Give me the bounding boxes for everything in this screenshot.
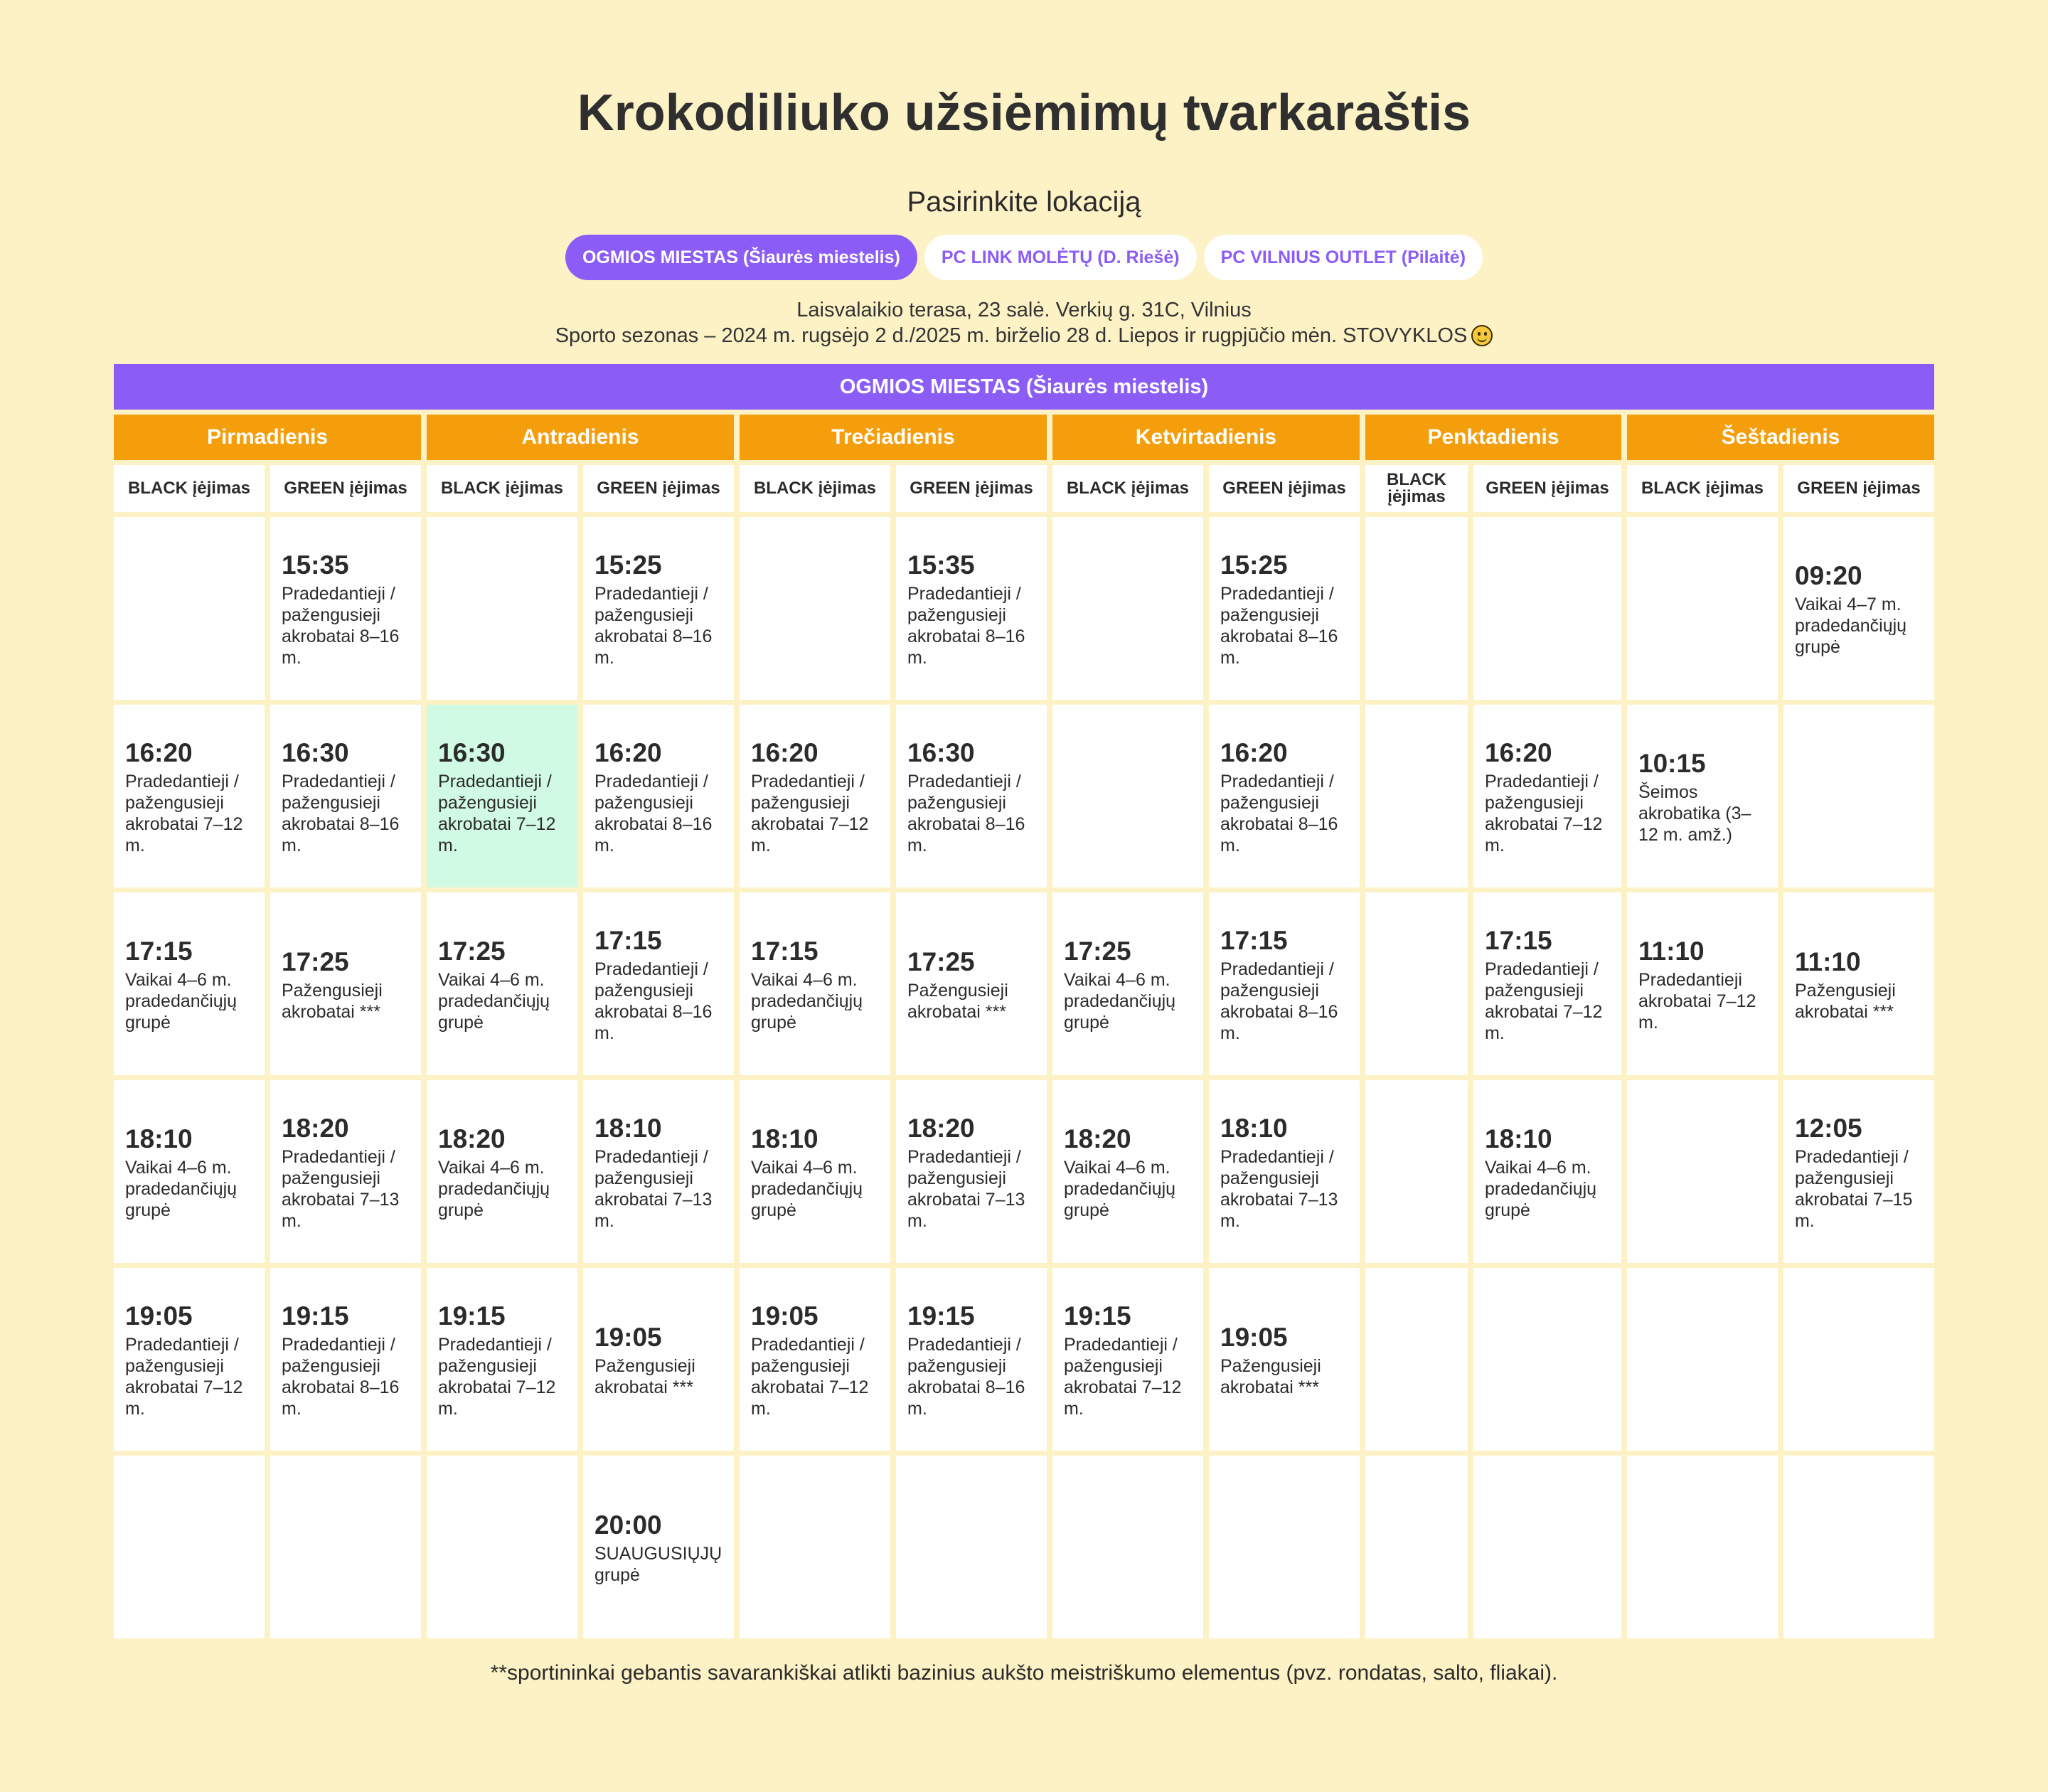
class-description: Pradedantieji / pažengusieji akrobatai 7–12 m.: [125, 771, 243, 855]
class-time: 16:30: [282, 737, 349, 767]
empty-slot: [427, 1456, 577, 1638]
class-time: 19:15: [438, 1301, 506, 1330]
class-description: Vaikai 4–6 m. pradedančiųjų grupė: [751, 1157, 863, 1220]
class-time: 17:15: [594, 925, 662, 955]
class-time: 15:35: [907, 550, 975, 580]
empty-slot: [1627, 517, 1778, 700]
class-time: 18:10: [1220, 1113, 1288, 1143]
class-description: Pažengusieji akrobatai ***: [594, 1355, 695, 1397]
class-description: Vaikai 4–6 m. pradedančiųjų grupė: [125, 969, 238, 1033]
class-slot[interactable]: [583, 517, 734, 700]
class-slot[interactable]: [1209, 705, 1360, 887]
class-slot[interactable]: [1473, 892, 1621, 1075]
black-entry-header: BLACK įėjimas: [1052, 465, 1203, 512]
class-slot[interactable]: [427, 1080, 577, 1263]
empty-slot: [1052, 1456, 1203, 1638]
class-slot[interactable]: [740, 1268, 890, 1451]
class-time: 16:30: [438, 737, 506, 767]
empty-slot: [1365, 705, 1468, 887]
empty-slot: [740, 517, 890, 700]
class-time: 15:25: [594, 550, 662, 580]
black-entry-header: BLACK įėjimas: [1627, 465, 1778, 512]
empty-slot: [427, 517, 577, 700]
class-slot[interactable]: [427, 1268, 577, 1451]
class-time: 11:10: [1638, 936, 1705, 966]
empty-slot: [1365, 892, 1468, 1075]
class-slot[interactable]: [1052, 892, 1203, 1075]
class-slot[interactable]: [270, 705, 421, 887]
class-time: 18:10: [751, 1124, 818, 1153]
class-slot[interactable]: [427, 705, 577, 887]
location-button-ogmios[interactable]: OGMIOS MIESTAS (Šiaurės miestelis): [565, 235, 917, 280]
season-info: [0, 324, 2048, 348]
class-description: SUAUGUSIŲJŲ grupė: [594, 1543, 722, 1585]
class-time: 19:15: [907, 1301, 975, 1330]
class-slot[interactable]: [1209, 1080, 1360, 1263]
class-description: Šeimos akrobatika (3–12 m. amž.): [1638, 782, 1751, 845]
class-time: 17:15: [1485, 925, 1552, 955]
class-time: 16:20: [1220, 737, 1288, 767]
class-time: 18:10: [1485, 1124, 1552, 1153]
class-slot[interactable]: [1052, 1080, 1203, 1263]
class-time: 18:20: [282, 1113, 349, 1143]
class-time: 17:15: [751, 936, 818, 966]
empty-slot: [1627, 1080, 1778, 1263]
class-time: 19:05: [1220, 1322, 1288, 1352]
class-time: 17:25: [907, 946, 975, 976]
class-time: 18:20: [1064, 1124, 1131, 1153]
location-button-link-moletu[interactable]: PC LINK MOLĖTŲ (D. Riešė): [924, 235, 1197, 280]
empty-slot: [1473, 517, 1621, 700]
empty-slot: [740, 1456, 890, 1638]
class-time: 15:35: [282, 550, 349, 580]
class-time: 17:15: [125, 936, 193, 966]
class-time: 19:05: [125, 1301, 193, 1330]
class-time: 20:00: [594, 1510, 662, 1540]
empty-slot: [1052, 705, 1203, 887]
class-time: 17:25: [438, 936, 506, 966]
class-description: Pradedantieji / pažengusieji akrobatai 7–15 m.: [1795, 1146, 1913, 1231]
class-slot[interactable]: [1209, 1268, 1360, 1451]
class-slot[interactable]: [270, 1080, 421, 1263]
class-time: 16:20: [1485, 737, 1552, 767]
class-description: Pradedantieji / pažengusieji akrobatai 7–12 m.: [438, 771, 556, 855]
empty-slot: [1783, 1268, 1934, 1451]
class-slot[interactable]: [1627, 892, 1778, 1075]
empty-slot: [1365, 1456, 1468, 1638]
class-slot[interactable]: [270, 517, 421, 700]
class-slot[interactable]: [114, 892, 265, 1075]
class-description: Pažengusieji akrobatai ***: [282, 980, 383, 1022]
class-description: Pradedantieji / pažengusieji akrobatai 7–13 m.: [1220, 1146, 1338, 1231]
location-button-vilnius-outlet[interactable]: PC VILNIUS OUTLET (Pilaitė): [1204, 235, 1483, 280]
day-header-penktadienis: Penktadienis: [1365, 415, 1621, 460]
class-description: Pradedantieji / pažengusieji akrobatai 7–12 m.: [438, 1334, 556, 1419]
class-slot[interactable]: [896, 892, 1047, 1075]
class-time: 19:15: [282, 1301, 349, 1330]
class-description: Pradedantieji / pažengusieji akrobatai 7–12 m.: [751, 1334, 869, 1419]
class-slot[interactable]: [896, 1268, 1047, 1451]
class-description: Vaikai 4–6 m. pradedančiųjų grupė: [438, 1157, 550, 1220]
class-time: 19:15: [1064, 1301, 1131, 1330]
class-description: Pradedantieji / pažengusieji akrobatai 8–16 m.: [1220, 959, 1338, 1043]
smiley-face-icon: [1471, 325, 1493, 346]
black-entry-header: BLACK įėjimas: [114, 465, 265, 512]
class-time: 10:15: [1638, 748, 1706, 778]
class-slot[interactable]: [114, 1080, 265, 1263]
empty-slot: [270, 1456, 421, 1638]
class-description: Pradedantieji / pažengusieji akrobatai 8–16 m.: [594, 771, 713, 855]
class-time: 15:25: [1220, 550, 1288, 580]
empty-slot: [1209, 1456, 1360, 1638]
class-description: Pradedantieji / pažengusieji akrobatai 7–13 m.: [282, 1146, 400, 1231]
black-entry-header: BLACK įėjimas: [427, 465, 577, 512]
class-description: Pradedantieji / pažengusieji akrobatai 7–13 m.: [594, 1146, 713, 1231]
green-entry-header: GREEN įėjimas: [270, 465, 421, 512]
green-entry-header: GREEN įėjimas: [1473, 465, 1621, 512]
class-slot[interactable]: [427, 892, 577, 1075]
empty-slot: [1365, 1268, 1468, 1451]
class-time: 19:05: [594, 1322, 662, 1352]
day-header-antradienis: Antradienis: [427, 415, 734, 460]
class-description: Pažengusieji akrobatai ***: [1795, 980, 1896, 1022]
empty-slot: [1473, 1456, 1621, 1638]
green-entry-header: GREEN įėjimas: [896, 465, 1047, 512]
class-description: Vaikai 4–6 m. pradedančiųjų grupė: [1064, 969, 1176, 1033]
empty-slot: [1783, 705, 1934, 887]
empty-slot: [1473, 1268, 1621, 1451]
class-description: Pradedantieji / pažengusieji akrobatai 7–12 m.: [125, 1334, 243, 1419]
class-slot[interactable]: [1783, 1080, 1934, 1263]
class-slot[interactable]: [1209, 892, 1360, 1075]
class-time: 17:15: [1220, 925, 1288, 955]
class-description: Pradedantieji / pažengusieji akrobatai 8–16 m.: [907, 771, 1025, 855]
class-slot[interactable]: [1473, 1080, 1621, 1263]
location-prompt: Pasirinkite lokaciją: [907, 186, 1141, 218]
green-entry-header: GREEN įėjimas: [1209, 465, 1360, 512]
green-entry-header: GREEN įėjimas: [1783, 465, 1934, 512]
class-time: 16:20: [594, 737, 662, 767]
class-slot[interactable]: [740, 892, 890, 1075]
class-time: 18:20: [438, 1124, 506, 1153]
empty-slot: [896, 1456, 1047, 1638]
class-time: 19:05: [751, 1301, 818, 1330]
class-slot[interactable]: [740, 1080, 890, 1263]
class-time: 11:10: [1795, 946, 1861, 976]
class-description: Pradedantieji / pažengusieji akrobatai 8–16 m.: [282, 583, 400, 668]
empty-slot: [1783, 1456, 1934, 1638]
class-description: Pradedantieji / pažengusieji akrobatai 8–16 m.: [1220, 583, 1338, 668]
class-description: Vaikai 4–6 m. pradedančiųjų grupė: [1485, 1157, 1597, 1220]
class-time: 17:25: [1064, 936, 1131, 966]
class-description: Pažengusieji akrobatai ***: [907, 980, 1008, 1022]
class-slot[interactable]: [1783, 517, 1934, 700]
footnote: **sportininkai gebantis savarankiškai atlikti bazinius aukšto meistriškumo elementus (pvz. rondatas, salto, fliakai).: [490, 1661, 1558, 1685]
class-description: Pradedantieji akrobatai 7–12 m.: [1638, 969, 1756, 1033]
class-description: Pradedantieji / pažengusieji akrobatai 7–13 m.: [907, 1146, 1025, 1231]
empty-slot: [114, 1456, 265, 1638]
class-time: 17:25: [282, 946, 349, 976]
schedule-location-header: OGMIOS MIESTAS (Šiaurės miestelis): [114, 364, 1934, 410]
black-entry-header: BLACK įėjimas: [1365, 465, 1468, 512]
class-description: Pradedantieji / pažengusieji akrobatai 8–16 m.: [282, 771, 400, 855]
location-selector: [0, 235, 2048, 280]
day-header-pirmadienis: Pirmadienis: [114, 415, 421, 460]
class-slot[interactable]: [583, 705, 734, 887]
class-slot[interactable]: [1473, 705, 1621, 887]
class-description: Pradedantieji / pažengusieji akrobatai 8–16 m.: [1220, 771, 1338, 855]
class-time: 09:20: [1795, 560, 1862, 590]
class-description: Pradedantieji / pažengusieji akrobatai 7–12 m.: [1064, 1334, 1182, 1419]
empty-slot: [1627, 1268, 1778, 1451]
page-title: Krokodiliuko užsiėmimų tvarkaraštis: [577, 85, 1471, 142]
class-description: Pradedantieji / pažengusieji akrobatai 8–16 m.: [907, 1334, 1025, 1419]
day-header-sestadienis: Šeštadienis: [1627, 415, 1934, 460]
class-time: 18:10: [125, 1124, 193, 1153]
black-entry-header: BLACK įėjimas: [740, 465, 890, 512]
class-slot[interactable]: [1209, 517, 1360, 700]
class-description: Pradedantieji / pažengusieji akrobatai 7–12 m.: [1485, 771, 1603, 855]
class-description: Pradedantieji / pažengusieji akrobatai 7–12 m.: [1485, 959, 1603, 1043]
class-description: Vaikai 4–6 m. pradedančiųjų grupė: [125, 1157, 238, 1220]
class-description: Pradedantieji / pažengusieji akrobatai 8–16 m.: [594, 959, 713, 1043]
class-slot[interactable]: [114, 705, 265, 887]
class-slot[interactable]: [114, 1268, 265, 1451]
class-description: Pažengusieji akrobatai ***: [1220, 1355, 1321, 1397]
day-header-treciadienis: Trečiadienis: [740, 415, 1047, 460]
class-slot[interactable]: [270, 1268, 421, 1451]
class-slot[interactable]: [583, 1080, 734, 1263]
class-slot[interactable]: [270, 892, 421, 1075]
green-entry-header: GREEN įėjimas: [583, 465, 734, 512]
class-slot[interactable]: [1783, 892, 1934, 1075]
season-text: Sporto sezonas – 2024 m. rugsėjo 2 d./2025 m. birželio 28 d. Liepos ir rugpjūčio mėn. STOVYKLOS: [555, 324, 1468, 347]
class-description: Pradedantieji / pažengusieji akrobatai 8–16 m.: [282, 1334, 400, 1419]
class-slot[interactable]: [583, 892, 734, 1075]
class-time: 16:20: [751, 737, 818, 767]
class-description: Vaikai 4–6 m. pradedančiųjų grupė: [751, 969, 863, 1033]
class-description: Vaikai 4–7 m. pradedančiųjų grupė: [1795, 594, 1907, 657]
class-slot[interactable]: [740, 705, 890, 887]
class-slot[interactable]: [896, 517, 1047, 700]
class-slot[interactable]: [583, 1456, 734, 1638]
class-time: 16:20: [125, 737, 193, 767]
class-slot[interactable]: [896, 705, 1047, 887]
class-description: Pradedantieji / pažengusieji akrobatai 8–16 m.: [907, 583, 1025, 668]
class-time: 16:30: [907, 737, 975, 767]
class-description: Pradedantieji / pažengusieji akrobatai 7–12 m.: [751, 771, 869, 855]
class-description: Pradedantieji / pažengusieji akrobatai 8–16 m.: [594, 583, 713, 668]
class-time: 18:10: [594, 1113, 662, 1143]
class-time: 12:05: [1795, 1113, 1862, 1143]
empty-slot: [1052, 517, 1203, 700]
empty-slot: [1627, 1456, 1778, 1638]
empty-slot: [1365, 517, 1468, 700]
class-slot[interactable]: [1627, 705, 1778, 887]
empty-slot: [114, 517, 265, 700]
day-header-ketvirtadienis: Ketvirtadienis: [1052, 415, 1360, 460]
class-slot[interactable]: [1052, 1268, 1203, 1451]
class-slot[interactable]: [583, 1268, 734, 1451]
class-description: Vaikai 4–6 m. pradedančiųjų grupė: [1064, 1157, 1176, 1220]
empty-slot: [1365, 1080, 1468, 1263]
location-address: Laisvalaikio terasa, 23 salė. Verkių g. 31C, Vilnius: [796, 299, 1252, 321]
class-description: Vaikai 4–6 m. pradedančiųjų grupė: [438, 969, 550, 1033]
class-slot[interactable]: [896, 1080, 1047, 1263]
class-time: 18:20: [907, 1113, 975, 1143]
